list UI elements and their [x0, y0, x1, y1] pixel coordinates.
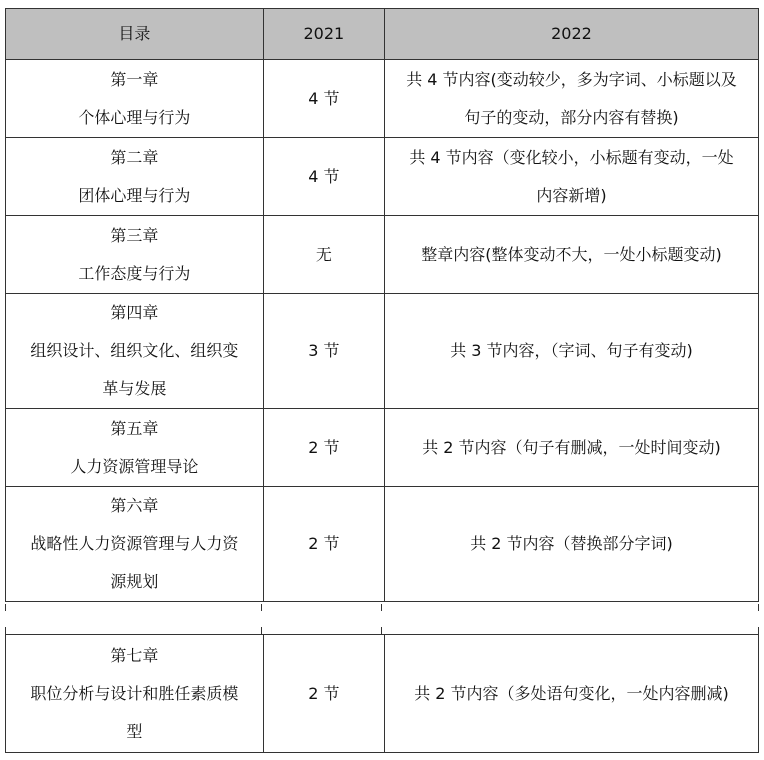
chapter-number: 第六章	[110, 496, 159, 515]
table-row	[6, 409, 759, 487]
y2021-cell: 2 节	[263, 409, 384, 487]
y2022-cell: 共 2 节内容（句子有删减，一处时间变动)	[384, 409, 758, 487]
chapter-title: 职位分析与设计和胜任素质模	[30, 683, 239, 703]
chapter-number: 第二章	[110, 147, 159, 167]
chapter-title: 团体心理与行为	[78, 185, 191, 205]
y2022-cell: 共 4 节内容（变化较小，小标题有变动，一处 内容新增)	[384, 138, 758, 216]
divider	[758, 627, 759, 634]
y2021-cell: 2 节	[263, 487, 384, 602]
chapter-number: 第四章	[110, 303, 159, 322]
catalog-cell	[6, 216, 264, 294]
chapter-comparison-table-continued	[5, 634, 759, 753]
chapter-title: 源规划	[110, 572, 159, 591]
chapter-title: 组织设计、组织文化、组织变	[30, 341, 239, 360]
y2022-cell: 共 2 节内容（多处语句变化，一处内容删减)	[384, 635, 758, 753]
y2021-cell: 无	[263, 216, 384, 294]
chapter-number: 第三章	[110, 225, 159, 245]
divider	[5, 604, 6, 611]
divider	[758, 604, 759, 611]
header-2022: 2022	[384, 9, 758, 60]
catalog-cell	[6, 60, 264, 138]
table-row	[6, 487, 759, 602]
chapter-title: 个体心理与行为	[78, 107, 191, 127]
catalog-cell	[6, 487, 264, 602]
chapter-number: 第五章	[110, 418, 159, 438]
table-row	[6, 635, 759, 753]
chapter-title: 革与发展	[102, 379, 167, 398]
header-catalog: 目录	[6, 9, 264, 60]
page-break-gap	[5, 604, 759, 634]
header-2021: 2021	[263, 9, 384, 60]
y2021-cell: 4 节	[263, 60, 384, 138]
y2021-cell: 4 节	[263, 138, 384, 216]
chapter-number: 第一章	[110, 69, 159, 89]
y2021-cell: 3 节	[263, 294, 384, 409]
divider	[381, 627, 382, 634]
table-row	[6, 138, 759, 216]
catalog-cell	[6, 138, 264, 216]
chapter-title: 人力资源管理导论	[70, 456, 199, 476]
divider	[5, 627, 6, 634]
chapter-title: 工作态度与行为	[78, 263, 191, 283]
table-row	[6, 216, 759, 294]
chapter-title: 型	[126, 721, 143, 741]
y2022-cell: 共 3 节内容，（字词、句子有变动)	[384, 294, 758, 409]
header-row	[6, 9, 759, 60]
chapter-comparison-table	[5, 8, 759, 602]
divider	[261, 604, 262, 611]
chapter-title: 战略性人力资源管理与人力资	[30, 534, 239, 553]
y2022-cell: 共 2 节内容（替换部分字词)	[384, 487, 758, 602]
catalog-cell	[6, 294, 264, 409]
y2022-cell: 共 4 节内容(变动较少，多为字词、小标题以及 句子的变动，部分内容有替换)	[384, 60, 758, 138]
catalog-cell	[6, 635, 264, 753]
table-row	[6, 294, 759, 409]
y2022-cell: 整章内容(整体变动不大，一处小标题变动)	[384, 216, 758, 294]
catalog-cell	[6, 409, 264, 487]
divider	[261, 627, 262, 634]
divider	[381, 604, 382, 611]
table-row	[6, 60, 759, 138]
chapter-number: 第七章	[110, 645, 159, 665]
y2021-cell: 2 节	[263, 635, 384, 753]
